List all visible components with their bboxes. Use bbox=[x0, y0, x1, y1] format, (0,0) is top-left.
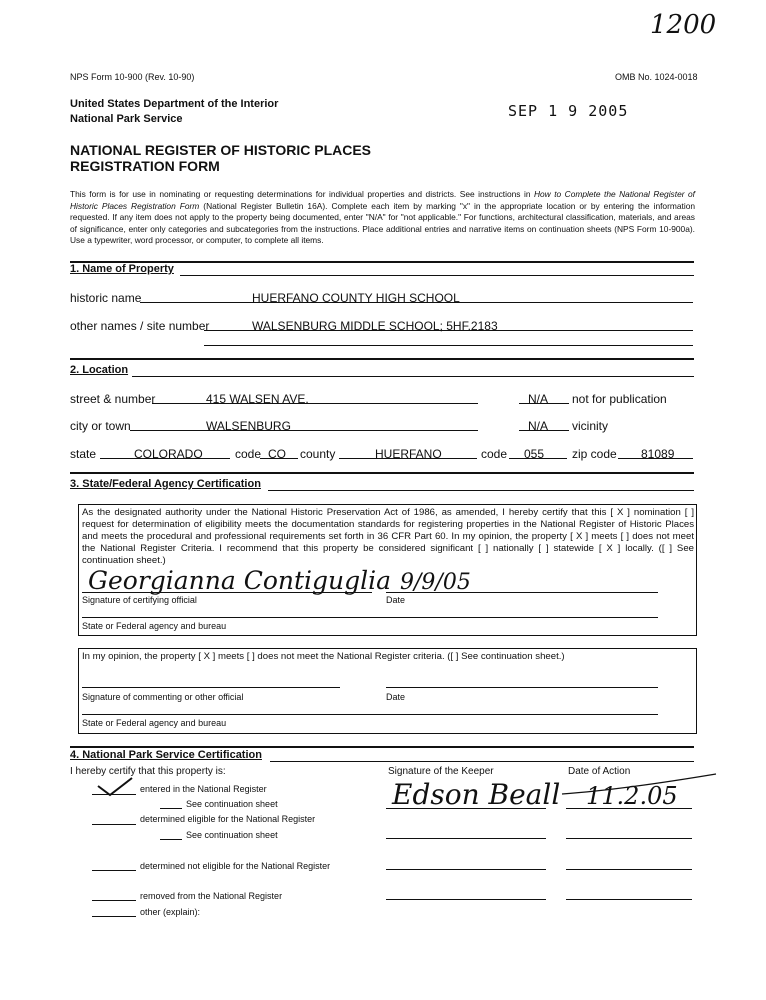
agency-label2: State or Federal agency and bureau bbox=[82, 718, 227, 728]
not-for-pub-label: not for publication bbox=[572, 392, 667, 406]
commenting-label: Signature of commenting or other official bbox=[82, 692, 244, 702]
historic-name-label: historic name bbox=[70, 291, 142, 305]
state-label: state bbox=[70, 447, 97, 461]
agency-line2: National Park Service bbox=[70, 113, 183, 125]
other-label: other (explain): bbox=[140, 907, 201, 917]
county-value[interactable]: HUERFANO bbox=[375, 447, 442, 461]
keeper-sig-line bbox=[386, 869, 546, 870]
omb-number: OMB No. 1024-0018 bbox=[615, 72, 698, 82]
date-line bbox=[386, 592, 658, 593]
continuation-blank[interactable] bbox=[160, 839, 182, 840]
divider bbox=[70, 358, 694, 360]
opinion-text: In my opinion, the property [ X ] meets [ ] does not meet the National Register criteria. ([ ] See continuation sheet.) bbox=[82, 651, 565, 662]
eligible-label: determined eligible for the National Register bbox=[140, 814, 316, 824]
certifying-signature: Georgianna Contiguglia bbox=[88, 566, 392, 595]
divider bbox=[132, 376, 694, 377]
section3-heading: 3. State/Federal Agency Certification bbox=[70, 478, 261, 490]
agency-line2 bbox=[82, 714, 658, 715]
action-date-line bbox=[566, 838, 692, 839]
removed-blank[interactable] bbox=[92, 900, 136, 901]
form-title-line2: REGISTRATION FORM bbox=[70, 158, 220, 174]
keeper-sig-line bbox=[386, 899, 546, 900]
date-line bbox=[386, 687, 658, 688]
commenting-line bbox=[82, 687, 340, 688]
form-number: NPS Form 10-900 (Rev. 10-90) bbox=[70, 72, 195, 82]
agency-line1: United States Department of the Interior bbox=[70, 98, 279, 110]
street-label: street & number bbox=[70, 392, 156, 406]
eligible-blank[interactable] bbox=[92, 824, 136, 825]
action-date-line bbox=[566, 808, 692, 809]
agency-line bbox=[82, 617, 658, 618]
section4-heading: 4. National Park Service Certification bbox=[70, 749, 262, 761]
continuation-label: See continuation sheet bbox=[186, 830, 278, 840]
county-label: county bbox=[300, 447, 336, 461]
divider bbox=[270, 761, 694, 762]
divider bbox=[180, 275, 694, 276]
agency-label: State or Federal agency and bureau bbox=[82, 621, 227, 631]
county-code-value[interactable]: 055 bbox=[524, 447, 545, 461]
action-underline-stroke bbox=[560, 768, 720, 798]
keeper-sig-line bbox=[386, 808, 546, 809]
instructions-paragraph: This form is for use in nominating or requesting determinations for individual properties and districts. See instructions in How to Complete the National Register of Historic Places Registration Form (National Register Bulletin 16A). Complete each item by marking "x" in the appropriate location or by entering the information requested. If any item does not apply to the property being documented, enter "N/A" for "not applicable." For functions, architectural classification, materials, and areas of significance, enter only categories and subcategories from the instructions. Place additional entries and narrative items on continuation sheets (NPS Form 10-900a). Use a typewriter, word processor, or computer, to complete all items. bbox=[70, 189, 696, 246]
other-names-value[interactable]: WALSENBURG MIDDLE SCHOOL; 5HF.2183 bbox=[252, 319, 498, 333]
not-eligible-label: determined not eligible for the National Register bbox=[140, 861, 331, 871]
not-for-pub-value[interactable]: N/A bbox=[528, 392, 549, 406]
signature-line bbox=[82, 592, 372, 593]
keeper-sig-line bbox=[386, 838, 546, 839]
city-line bbox=[130, 430, 478, 431]
divider bbox=[268, 490, 694, 491]
continuation-label: See continuation sheet bbox=[186, 799, 278, 809]
handwritten-number: 1200 bbox=[650, 10, 717, 40]
divider bbox=[70, 472, 694, 474]
entered-label: entered in the National Register bbox=[140, 784, 267, 794]
sig-keeper-label: Signature of the Keeper bbox=[388, 766, 494, 777]
other-names-label: other names / site number bbox=[70, 319, 210, 333]
code-label: code bbox=[235, 447, 262, 461]
street-value[interactable]: 415 WALSEN AVE. bbox=[206, 392, 309, 406]
date-label: Date bbox=[386, 595, 406, 605]
other-names-line2 bbox=[204, 345, 693, 346]
not-eligible-blank[interactable] bbox=[92, 870, 136, 871]
other-blank[interactable] bbox=[92, 916, 136, 917]
section2-heading: 2. Location bbox=[70, 364, 129, 376]
removed-label: removed from the National Register bbox=[140, 891, 283, 901]
entered-blank[interactable] bbox=[92, 794, 136, 795]
action-date-line bbox=[566, 899, 692, 900]
date-action-label: Date of Action bbox=[568, 766, 631, 777]
continuation-blank[interactable] bbox=[160, 808, 182, 809]
code-value[interactable]: CO bbox=[268, 447, 286, 461]
vicinity-value[interactable]: N/A bbox=[528, 419, 549, 433]
vicinity-label: vicinity bbox=[572, 419, 609, 433]
date-label2: Date bbox=[386, 692, 406, 702]
form-title-line1: NATIONAL REGISTER OF HISTORIC PLACES bbox=[70, 142, 372, 158]
certification-text: As the designated authority under the National Historic Preservation Act of 1986, as amended, I hereby certify that this [ X ] nomination [ ] request for determination of eligibility meets the documentation standards for registering properties in the National Register of Historic Places and meets the procedural and professional requirements set forth in 36 CFR Part 60. In my opinion, the property [ X ] meets [ ] does not meet the National Register Criteria. I recommend that this property be considered significant [ ] nationally [ ] statewide [ X ] locally. ([ ] See continuation sheet.) bbox=[82, 507, 694, 566]
action-date: 11.2.05 bbox=[586, 782, 678, 810]
city-label: city or town bbox=[70, 419, 131, 433]
divider bbox=[70, 746, 694, 748]
certifying-date: 9/9/05 bbox=[400, 570, 471, 595]
section1-heading: 1. Name of Property bbox=[70, 263, 174, 275]
sig-label: Signature of certifying official bbox=[82, 595, 197, 605]
city-value[interactable]: WALSENBURG bbox=[206, 419, 291, 433]
zip-value[interactable]: 81089 bbox=[641, 447, 675, 461]
certify-text: I hereby certify that this property is: bbox=[70, 766, 226, 777]
keeper-signature: Edson Beall bbox=[392, 778, 561, 811]
received-stamp: SEP 1 9 2005 bbox=[508, 102, 629, 120]
historic-name-value[interactable]: HUERFANO COUNTY HIGH SCHOOL bbox=[252, 291, 460, 305]
street-line bbox=[152, 403, 478, 404]
zip-label: zip code bbox=[572, 447, 617, 461]
county-code-label: code bbox=[481, 447, 508, 461]
state-value[interactable]: COLORADO bbox=[134, 447, 203, 461]
action-date-line bbox=[566, 869, 692, 870]
